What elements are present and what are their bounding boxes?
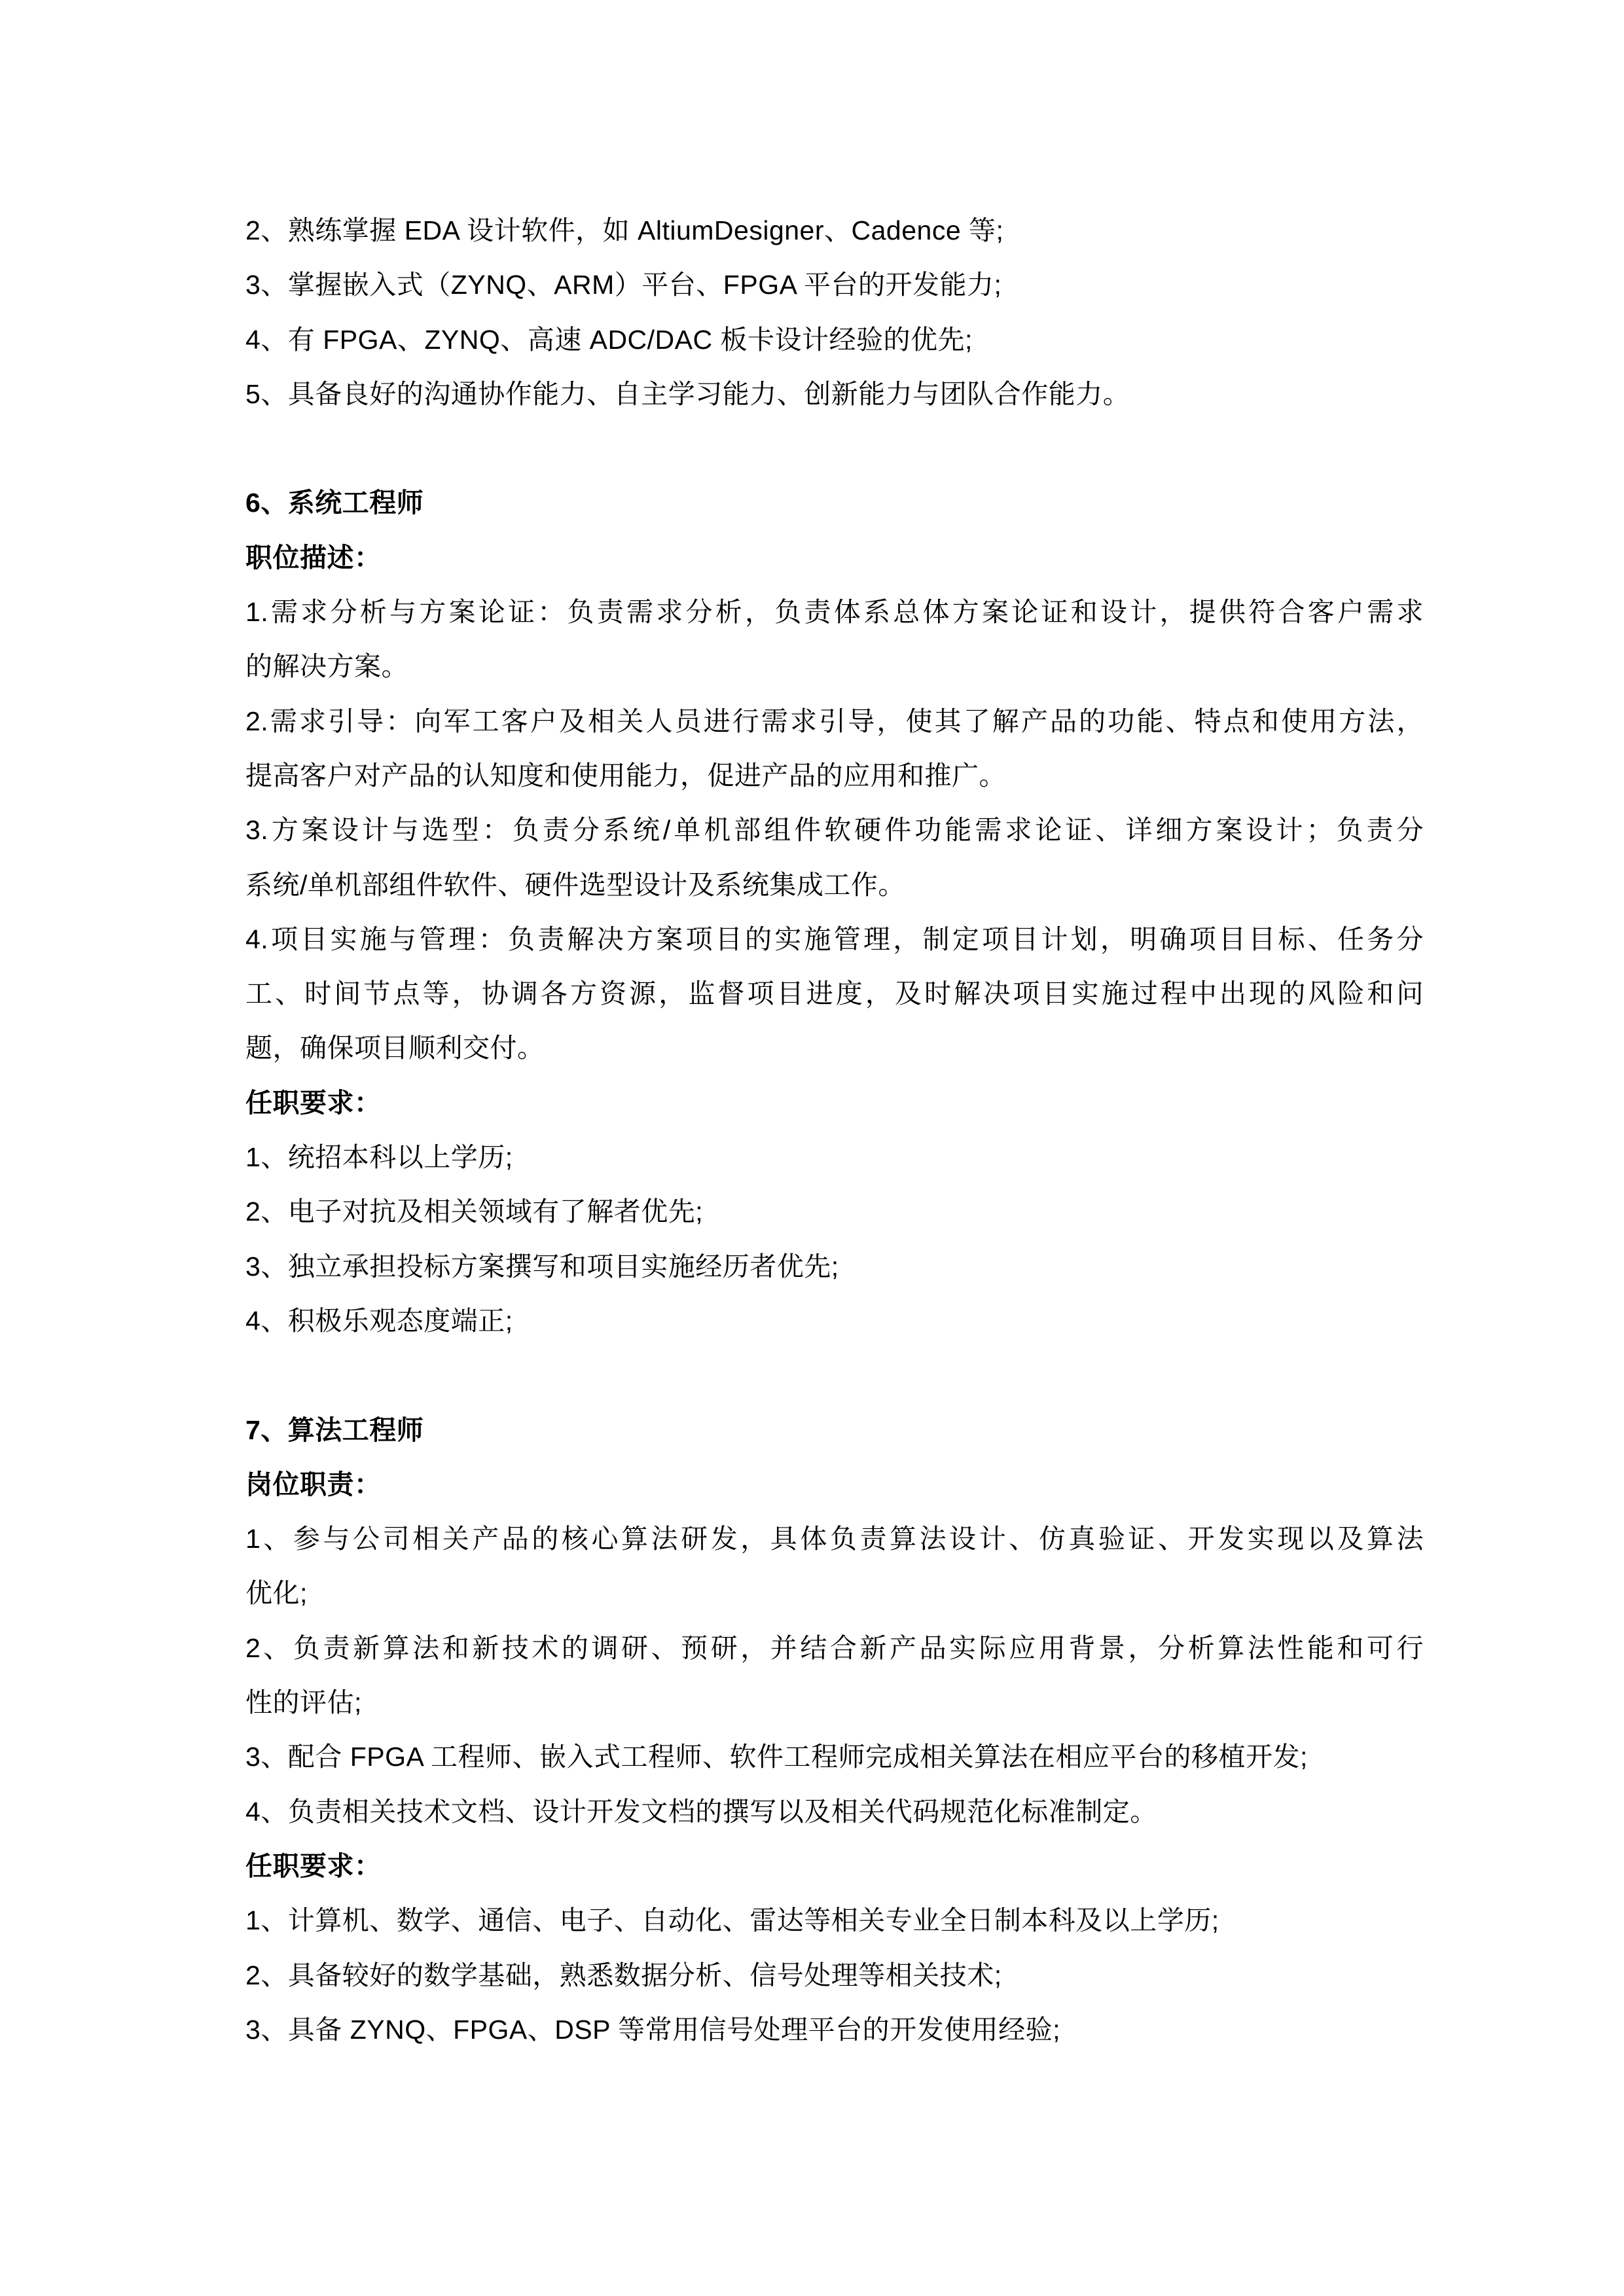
blank-line: [245, 1348, 1424, 1403]
paragraph-line: 3、具备 ZYNQ、FPGA、DSP 等常用信号处理平台的开发使用经验;: [245, 2014, 1061, 2045]
paragraph-line: 优化;: [245, 1578, 308, 1609]
paragraph-line: 题，确保项目顺利交付。: [245, 1033, 545, 1064]
paragraph-line: 1.需求分析与方案论证：负责需求分析，负责体系总体方案论证和设计，提供符合客户需求: [245, 597, 1424, 628]
paragraph-line: 4、积极乐观态度端正;: [245, 1305, 513, 1336]
paragraph-line: 2、熟练掌握 EDA 设计软件，如 AltiumDesigner、Cadence 等;: [245, 215, 1004, 245]
paragraph-line: 的解决方案。: [245, 651, 408, 682]
paragraph-line: 3、独立承担投标方案撰写和项目实施经历者优先;: [245, 1251, 839, 1282]
subsection-label: 职位描述：: [245, 542, 382, 573]
paragraph-line: 1、统招本科以上学历;: [245, 1142, 513, 1173]
paragraph-line: 提高客户对产品的认知度和使用能力，促进产品的应用和推广。: [245, 760, 1006, 791]
paragraph-line: 工、时间节点等，协调各方资源，监督项目进度，及时解决项目实施过程中出现的风险和问: [245, 978, 1424, 1009]
paragraph-line: 系统/单机部组件软件、硬件选型设计及系统集成工作。: [245, 869, 905, 900]
section-title: 7、算法工程师: [245, 1414, 424, 1445]
subsection-label: 岗位职责：: [245, 1469, 382, 1499]
paragraph-line: 3.方案设计与选型：负责分系统/单机部组件软硬件功能需求论证、详细方案设计；负责分: [245, 815, 1424, 846]
paragraph-line: 2、具备较好的数学基础，熟悉数据分析、信号处理等相关技术;: [245, 1960, 1002, 1990]
paragraph-line: 1、参与公司相关产品的核心算法研发，具体负责算法设计、仿真验证、开发实现以及算法: [245, 1524, 1424, 1554]
paragraph-line: 4、有 FPGA、ZYNQ、高速 ADC/DAC 板卡设计经验的优先;: [245, 324, 973, 355]
paragraph-line: 5、具备良好的沟通协作能力、自主学习能力、创新能力与团队合作能力。: [245, 378, 1130, 409]
paragraph-line: 2.需求引导：向军工客户及相关人员进行需求引导，使其了解产品的功能、特点和使用方法，: [245, 706, 1424, 736]
blank-line: [245, 422, 1424, 476]
paragraph-line: 4.项目实施与管理：负责解决方案项目的实施管理，制定项目计划，明确项目目标、任务分: [245, 924, 1424, 954]
paragraph-line: 2、负责新算法和新技术的调研、预研，并结合新产品实际应用背景，分析算法性能和可行: [245, 1632, 1424, 1663]
paragraph-line: 3、配合 FPGA 工程师、嵌入式工程师、软件工程师完成相关算法在相应平台的移植开发;: [245, 1742, 1308, 1772]
section-title: 6、系统工程师: [245, 488, 424, 518]
paragraph-line: 性的评估;: [245, 1687, 362, 1718]
paragraph-line: 2、电子对抗及相关领域有了解者优先;: [245, 1196, 704, 1227]
paragraph-line: 3、掌握嵌入式（ZYNQ、ARM）平台、FPGA 平台的开发能力;: [245, 270, 1002, 300]
paragraph-line: 4、负责相关技术文档、设计开发文档的撰写以及相关代码规范化标准制定。: [245, 1796, 1157, 1827]
paragraph-line: 1、计算机、数学、通信、电子、自动化、雷达等相关专业全日制本科及以上学历;: [245, 1905, 1219, 1936]
subsection-label: 任职要求：: [245, 1850, 382, 1881]
subsection-label: 任职要求：: [245, 1087, 382, 1118]
